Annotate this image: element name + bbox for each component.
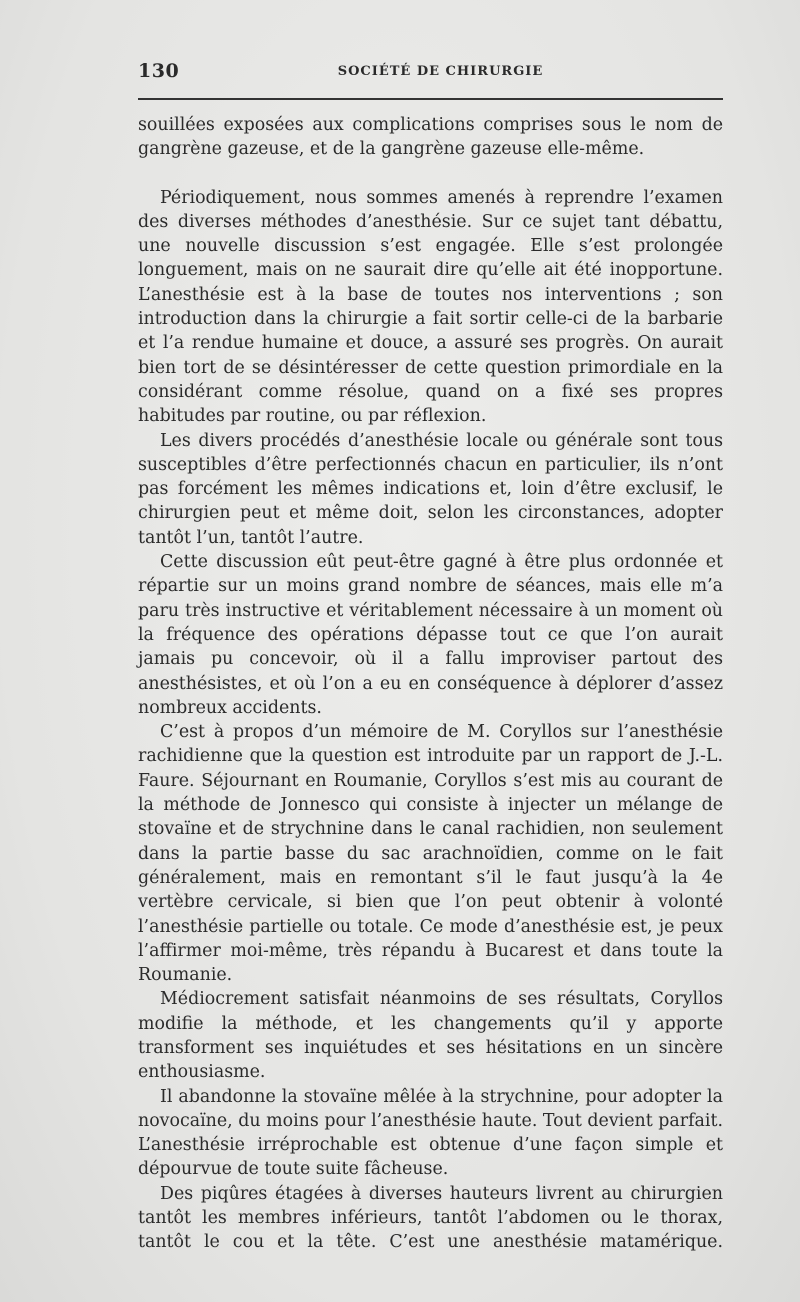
body-text [138,113,723,1255]
running-title: SOCIÉTÉ DE CHIRURGIE [337,64,544,79]
paragraph-continuation: souillées exposées aux complications comprises sous le nom de gangrène gazeuse, et de la gangrène gazeuse elle-même. [138,115,723,160]
page-header [138,58,723,88]
paragraph-staged-injections: Des piqûres étagées à diverses hauteurs livrent au chirurgien tantôt les membres inférieurs, tantôt l’abdomen ou le thorax, tantôt le cou et la tête. C’est une anesthésie matamérique. [138,1183,723,1253]
paragraph-local-general: Les divers procédés d’anesthésie locale ou générale sont tous susceptibles d’être perfectionnés chacun en particulier, ils n’ont pas forcément les mêmes indications et, loin d’être exclusif, le chirurgien peut et même doit, selon les circonstances, adopter tantôt l’un, tantôt l’autre. [138,430,723,548]
paragraph-anesthesia-review: Périodiquement, nous sommes amenés à reprendre l’examen des diverses méthodes d’anesthésie. Sur ce sujet tant débattu, une nouvelle discussion s’est engagée. Elle s’est prolongée longuement, mais on ne saurait dire qu’elle ait été inopportune. L’anesthésie est à la base de toutes nos interventions ; son introduction dans la chirurgie a fait sortir celle-ci de la barbarie et l’a rendue humaine et douce, a assuré ses progrès. On aurait bien tort de se désintéresser de cette question primordiale en la considérant comme résolue, quand on a fixé ses propres habitudes par routine, ou par réflexion. [138,187,723,427]
page-number: 130 [138,60,180,82]
paragraph-discussion: Cette discussion eût peut-être gagné à être plus ordonnée et répartie sur un moins grand nombre de séances, mais elle m’a paru très instructive et véritablement nécessaire à un moment où la fréquence des opérations dépasse tout ce que l’on aurait jamais pu concevoir, où il a fallu improviser partout des anesthésistes, et où l’on a eu en conséquence à déplorer d’assez nombreux accidents. [138,552,723,718]
header-rule [138,98,723,100]
paragraph-coryllos-memoir: C’est à propos d’un mémoire de M. Coryllos sur l’anesthésie rachidienne que la question est introduite par un rapport de J.-L. Faure. Séjournant en Roumanie, Coryllos s’est mis au courant de la méthode de Jonnesco qui consiste à injecter un mélange de stovaïne et de strychnine dans le canal rachidien, non seulement dans la partie basse du sac arachnoïdien, comme on le fait généralement, mais en remontant s’il le faut jusqu’à la 4e vertèbre cervicale, si bien que l’on peut obtenir à volonté l’anesthésie partielle ou totale. Ce mode d’anesthésie est, je peux l’affirmer moi-même, très répandu à Bucarest et dans toute la Roumanie. [138,722,723,986]
paragraph-method-modified: Médiocrement satisfait néanmoins de ses résultats, Coryllos modifie la méthode, et les changements qu’il y apporte transforment ses inquiétudes et ses hésitations en un sincère enthousiasme. [138,989,723,1083]
paragraph-novocaine: Il abandonne la stovaïne mêlée à la strychnine, pour adopter la novocaïne, du moins pour l’anesthésie haute. Tout devient parfait. L’anesthésie irréprochable est obtenue d’une façon simple et dépourvue de toute suite fâcheuse. [138,1086,723,1180]
